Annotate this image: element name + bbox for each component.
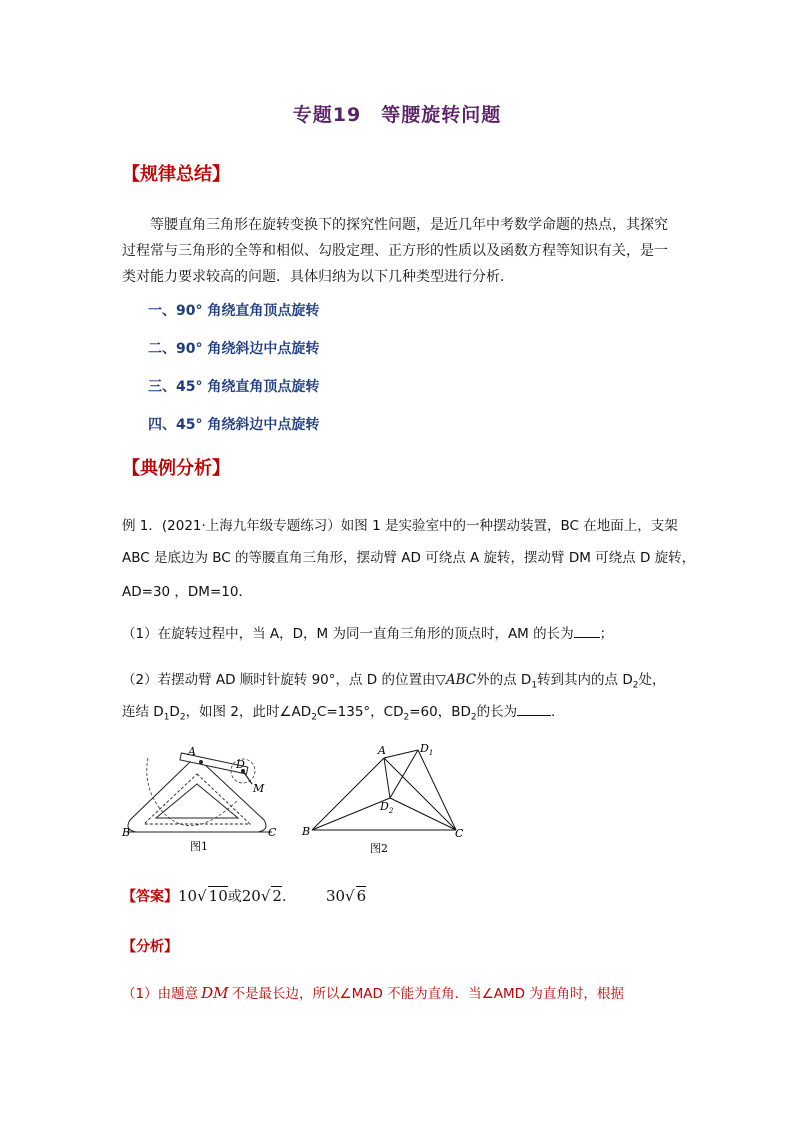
example-line-2: ABC 是底边为 BC 的等腰直角三角形，摆动臂 AD 可绕点 A 旋转，摆动臂 DM 可绕点 D 旋转， [122, 550, 696, 566]
type-item-3: 三、45° 角绕直角顶点旋转 [148, 379, 320, 395]
intro-line-2: 过程常与三角形的全等和相似、勾股定理、正方形的性质以及函数方程等知识有关，是一 [122, 243, 668, 259]
fig2-label-c: C [455, 827, 464, 840]
figure-2-caption: 图2 [370, 842, 388, 855]
fig2-label-a: A [378, 744, 386, 757]
question-1: （1）在旋转过程中，当 A，D，M 为同一直角三角形的顶点时，AM 的长为 ； [122, 626, 614, 642]
example-line-3: AD=30 ，DM=10． [122, 584, 252, 600]
intro-line-1: 等腰直角三角形在旋转变换下的探究性问题，是近几年中考数学命题的热点，其探究 [150, 217, 668, 233]
section-examples-heading: 【典例分析】 [122, 458, 230, 479]
answer-line: 【答案】10√ 10或20√ 2． 30√ 6 [122, 887, 367, 905]
figure-2-diagram [296, 738, 474, 858]
question-2-line-1: （2）若摆动臂 AD 顺时针旋转 90°，点 D 的位置由▽ABC外的点 $D_1$转到其内的点 $D_2$处， [122, 672, 666, 691]
fig1-label-d: D [236, 758, 245, 771]
fig1-label-m: M [253, 782, 265, 795]
fig1-label-b: B [122, 826, 131, 839]
answer-blank-2 [517, 703, 551, 716]
type-item-2: 二、90° 角绕斜边中点旋转 [148, 341, 320, 357]
analysis-line-1: （1）由题意 DM 不是最长边，所以∠MAD 不能为直角．当∠AMD 为直角时，根据 [122, 984, 624, 1002]
answer-value-3: 30√ 6 [325, 887, 367, 905]
fig1-label-a: A [188, 745, 196, 758]
section-summary-heading: 【规律总结】 [122, 164, 230, 185]
fig1-label-c: C [268, 826, 277, 839]
answer-value-2: 20√ 2 [241, 887, 282, 905]
figure-1-swing-device [118, 738, 284, 856]
type-item-4: 四、45° 角绕斜边中点旋转 [148, 417, 320, 433]
intro-line-3: 类对能力要求较高的问题．具体归纳为以下几种类型进行分析. [122, 269, 505, 285]
answer-tag: 【答案】 [122, 889, 178, 905]
fig2-label-b: B [302, 825, 311, 838]
page-title: 专题19 等腰旋转问题 [292, 104, 502, 126]
intro-paragraph [122, 212, 674, 290]
answer-value-1: 10√ 10 [178, 887, 228, 905]
answer-blank-1 [574, 625, 600, 638]
type-item-1: 一、90° 角绕直角顶点旋转 [148, 303, 320, 319]
fig2-label-d1: $D_1$ [420, 742, 434, 757]
example-line-1: 例 1．(2021·上海九年级专题练习）如图 1 是实验室中的一种摆动装置，BC 在地面上，支架 [122, 518, 678, 534]
figure-1-caption: 图1 [190, 840, 208, 853]
analysis-tag: 【分析】 [122, 939, 178, 955]
fig2-label-d2: $D_2$ [380, 800, 394, 815]
question-2-line-2: 连结 $D_1D_2$，如图 2，此时$\angle AD_2C=135^\circ$，$CD_2=60$，$BD_2$的长为 ． [122, 704, 565, 723]
